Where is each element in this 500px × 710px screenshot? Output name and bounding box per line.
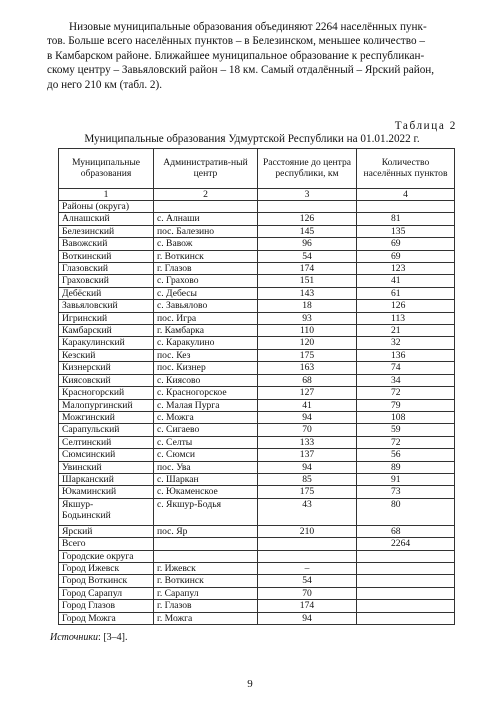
table-row — [59, 263, 455, 275]
section-row-districts — [59, 201, 455, 213]
distance-km: 70 — [258, 424, 357, 436]
empty-cell — [258, 550, 357, 562]
settlement-count: 69 — [357, 250, 455, 262]
admin-center: с. Каракулино — [154, 337, 258, 349]
empty-cell — [154, 201, 258, 213]
municipality-name: Шарканский — [59, 473, 154, 485]
municipality-name: Сюмсинский — [59, 449, 154, 461]
municipality-name: Ярский — [59, 525, 154, 537]
municipality-name: Камбарский — [59, 325, 154, 337]
admin-center: с. Селты — [154, 436, 258, 448]
admin-center: г. Можга — [154, 612, 258, 624]
settlement-count — [357, 575, 455, 587]
table-row — [59, 362, 455, 374]
settlement-count: 108 — [357, 411, 455, 423]
distance-km: – — [258, 562, 357, 574]
admin-center: г. Глазов — [154, 600, 258, 612]
municipality-name: Киясовский — [59, 374, 154, 386]
municipality-name: Город Глазов — [59, 600, 154, 612]
settlement-count — [357, 612, 455, 624]
settlement-count: 74 — [357, 362, 455, 374]
table-row — [59, 612, 455, 624]
municipality-name: Алнашский — [59, 213, 154, 225]
table-row — [59, 312, 455, 324]
municipality-name: Город Сарапул — [59, 587, 154, 599]
intro-paragraph — [47, 20, 457, 92]
sources-label: Источники — [50, 632, 99, 643]
admin-center: с. Малая Пурга — [154, 399, 258, 411]
empty-cell — [357, 550, 455, 562]
table-row — [59, 498, 455, 525]
settlement-count: 126 — [357, 300, 455, 312]
column-number-row — [59, 189, 455, 201]
admin-center: с. Можга — [154, 411, 258, 423]
empty-cell — [154, 550, 258, 562]
settlement-count: 56 — [357, 449, 455, 461]
admin-center: с. Киясово — [154, 374, 258, 386]
table-row — [59, 250, 455, 262]
distance-km: 210 — [258, 525, 357, 537]
section-label: Районы (округа) — [59, 201, 154, 213]
settlement-count — [357, 562, 455, 574]
distance-km: 163 — [258, 362, 357, 374]
header-center: Административ-ный центр — [154, 149, 258, 189]
column-number: 3 — [258, 189, 357, 201]
distance-km: 94 — [258, 411, 357, 423]
distance-km: 175 — [258, 486, 357, 498]
settlement-count: 61 — [357, 287, 455, 299]
settlement-count: 89 — [357, 461, 455, 473]
paragraph-line: скому центру – Завьяловский район – 18 км. Самый отдалённый – Ярский район, — [47, 64, 435, 77]
distance-km: 68 — [258, 374, 357, 386]
distance-km: 70 — [258, 587, 357, 599]
admin-center: пос. Кизнер — [154, 362, 258, 374]
table-row — [59, 486, 455, 498]
table-row — [59, 411, 455, 423]
table-body — [59, 201, 455, 625]
table-caption: Муниципальные образования Удмуртской Республики на 01.01.2022 г. — [84, 133, 420, 145]
header-distance: Расстояние до центра республики, км — [258, 149, 357, 189]
table-row — [59, 562, 455, 574]
municipality-name: Кезский — [59, 349, 154, 361]
municipality-name: Вавожский — [59, 238, 154, 250]
admin-center: г. Ижевск — [154, 562, 258, 574]
sources-note — [50, 632, 128, 644]
table-row — [59, 461, 455, 473]
header-municipality: Муниципальные образования — [59, 149, 154, 189]
distance-km: 110 — [258, 325, 357, 337]
column-number: 1 — [59, 189, 154, 201]
empty-cell — [258, 538, 357, 550]
admin-center: с. Красногорское — [154, 387, 258, 399]
settlement-count: 73 — [357, 486, 455, 498]
distance-km: 145 — [258, 225, 357, 237]
settlement-count: 135 — [357, 225, 455, 237]
municipality-name: Красногорский — [59, 387, 154, 399]
settlement-count: 41 — [357, 275, 455, 287]
table-row — [59, 349, 455, 361]
municipality-name: Город Ижевск — [59, 562, 154, 574]
admin-center: с. Грахово — [154, 275, 258, 287]
municipality-name: Белезинский — [59, 225, 154, 237]
municipality-name — [59, 498, 154, 525]
distance-km: 127 — [258, 387, 357, 399]
settlement-count: 72 — [357, 387, 455, 399]
distance-km: 133 — [258, 436, 357, 448]
settlement-count: 113 — [357, 312, 455, 324]
distance-km: 94 — [258, 612, 357, 624]
settlement-count: 34 — [357, 374, 455, 386]
settlement-count: 80 — [357, 498, 455, 525]
table-row — [59, 424, 455, 436]
table-row — [59, 600, 455, 612]
municipality-name: Глазовский — [59, 263, 154, 275]
total-row — [59, 538, 455, 550]
settlement-count — [357, 600, 455, 612]
municipality-name-line: Якшур- — [62, 498, 94, 510]
settlement-count: 68 — [357, 525, 455, 537]
page-number: 9 — [247, 678, 253, 690]
table-number: Таблица 2 — [394, 120, 457, 132]
distance-km: 93 — [258, 312, 357, 324]
column-number: 4 — [357, 189, 455, 201]
settlement-count: 136 — [357, 349, 455, 361]
municipality-name: Сарапульский — [59, 424, 154, 436]
table-row — [59, 275, 455, 287]
distance-km: 175 — [258, 349, 357, 361]
admin-center: пос. Ува — [154, 461, 258, 473]
table-row — [59, 300, 455, 312]
table-row — [59, 213, 455, 225]
section-label: Городские округа — [59, 550, 154, 562]
admin-center: с. Вавож — [154, 238, 258, 250]
distance-km: 94 — [258, 461, 357, 473]
admin-center: г. Сарапул — [154, 587, 258, 599]
municipality-name: Игринский — [59, 312, 154, 324]
settlement-count: 69 — [357, 238, 455, 250]
table-row — [59, 473, 455, 485]
table-row — [59, 575, 455, 587]
municipality-name: Город Можга — [59, 612, 154, 624]
table-row — [59, 387, 455, 399]
table-row — [59, 337, 455, 349]
admin-center: с. Сюмси — [154, 449, 258, 461]
distance-km: 120 — [258, 337, 357, 349]
municipality-name: Кизнерский — [59, 362, 154, 374]
admin-center: г. Воткинск — [154, 575, 258, 587]
settlement-count: 59 — [357, 424, 455, 436]
paragraph-line: в Камбарском районе. Ближайшее муниципальное образование к республикан- — [47, 49, 425, 62]
table-row — [59, 287, 455, 299]
empty-cell — [154, 538, 258, 550]
admin-center: с. Сигаево — [154, 424, 258, 436]
sources-text: : [3–4]. — [98, 632, 128, 643]
admin-center: с. Алнаши — [154, 213, 258, 225]
distance-km: 85 — [258, 473, 357, 485]
empty-cell — [258, 201, 357, 213]
admin-center: г. Воткинск — [154, 250, 258, 262]
settlement-count — [357, 587, 455, 599]
distance-km: 41 — [258, 399, 357, 411]
municipalities-table — [58, 148, 455, 625]
admin-center: пос. Кез — [154, 349, 258, 361]
admin-center: г. Глазов — [154, 263, 258, 275]
municipality-name: Граховский — [59, 275, 154, 287]
table-row — [59, 399, 455, 411]
empty-cell — [357, 201, 455, 213]
header-count: Количество населённых пунктов — [357, 149, 455, 189]
settlement-count: 72 — [357, 436, 455, 448]
distance-km: 18 — [258, 300, 357, 312]
table-row — [59, 225, 455, 237]
municipality-name: Каракулинский — [59, 337, 154, 349]
municipality-name: Воткинский — [59, 250, 154, 262]
municipality-name: Увинский — [59, 461, 154, 473]
municipality-name: Малопургинский — [59, 399, 154, 411]
distance-km: 137 — [258, 449, 357, 461]
admin-center: с. Якшур-Бодья — [154, 498, 258, 525]
table-row — [59, 587, 455, 599]
admin-center: г. Камбарка — [154, 325, 258, 337]
settlement-count: 91 — [357, 473, 455, 485]
total-count: 2264 — [357, 538, 455, 550]
distance-km: 96 — [258, 238, 357, 250]
municipality-name: Можгинский — [59, 411, 154, 423]
distance-km: 126 — [258, 213, 357, 225]
paragraph-line: до него 210 км (табл. 2). — [47, 78, 163, 91]
distance-km: 54 — [258, 575, 357, 587]
distance-km: 143 — [258, 287, 357, 299]
table-row — [59, 449, 455, 461]
distance-km: 174 — [258, 263, 357, 275]
municipality-name: Юкаминский — [59, 486, 154, 498]
table-row — [59, 525, 455, 537]
admin-center: с. Шаркан — [154, 473, 258, 485]
municipality-name: Дебёский — [59, 287, 154, 299]
settlement-count: 123 — [357, 263, 455, 275]
distance-km: 174 — [258, 600, 357, 612]
settlement-count: 81 — [357, 213, 455, 225]
table-row — [59, 374, 455, 386]
municipality-name: Селтинский — [59, 436, 154, 448]
admin-center: с. Дебесы — [154, 287, 258, 299]
table-row — [59, 436, 455, 448]
table-row — [59, 325, 455, 337]
column-number: 2 — [154, 189, 258, 201]
admin-center: с. Завьялово — [154, 300, 258, 312]
table-row — [59, 238, 455, 250]
admin-center: пос. Яр — [154, 525, 258, 537]
table-header-row — [59, 149, 455, 189]
admin-center: пос. Балезино — [154, 225, 258, 237]
distance-km: 151 — [258, 275, 357, 287]
admin-center: пос. Игра — [154, 312, 258, 324]
section-row-cities — [59, 550, 455, 562]
distance-km: 54 — [258, 250, 357, 262]
settlement-count: 32 — [357, 337, 455, 349]
municipality-name: Завьяловский — [59, 300, 154, 312]
distance-km: 43 — [258, 498, 357, 525]
paragraph-line: Низовые муниципальные образования объединяют 2264 населённых пунк- — [69, 21, 427, 33]
settlement-count: 79 — [357, 399, 455, 411]
paragraph-line: тов. Больше всего населённых пунктов – в Белезинском, меньшее количество – — [47, 35, 425, 48]
admin-center: с. Юкаменское — [154, 486, 258, 498]
municipality-name-line: Бодьинский — [62, 510, 111, 522]
municipality-name: Город Воткинск — [59, 575, 154, 587]
total-label: Всего — [59, 538, 154, 550]
settlement-count: 21 — [357, 325, 455, 337]
